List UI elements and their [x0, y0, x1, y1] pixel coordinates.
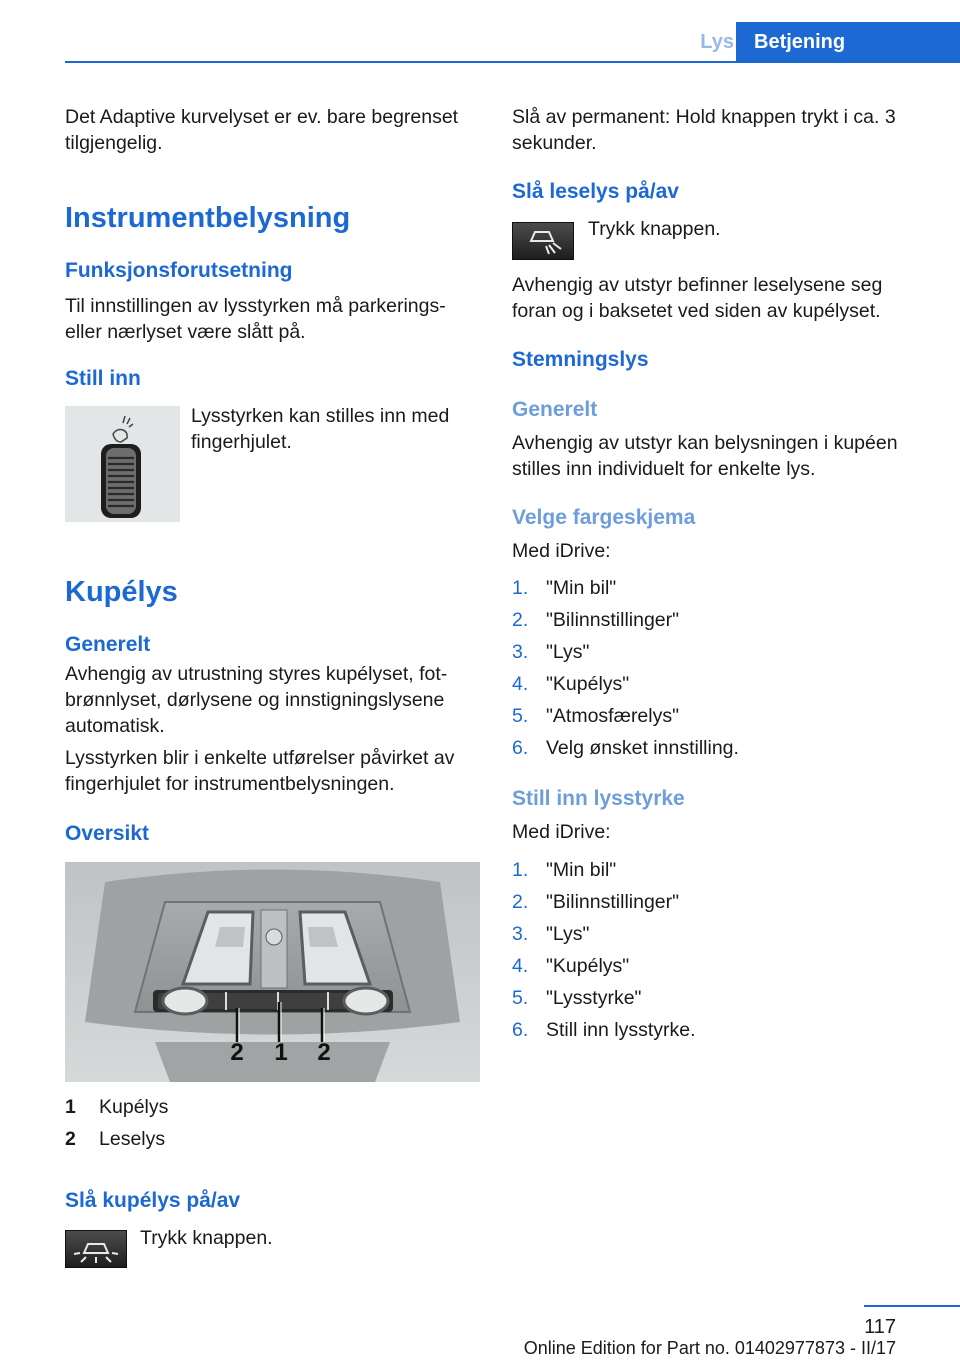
- edition-note: Online Edition for Part no. 01402977873 - II/17: [523, 1338, 896, 1358]
- generelt-text-1: Avhengig av utrustning styres kupélyset, fot- brønnlyset, dørlysene og innstigningslysene automatisk.: [65, 663, 448, 737]
- heading-oversikt: Oversikt: [65, 822, 150, 845]
- list-item: 2. "Bilinnstillinger": [512, 609, 680, 631]
- heading-generelt-stemning: Generelt: [512, 398, 598, 421]
- callout-right: 2: [317, 1039, 331, 1066]
- heading-instrumentbelysning: Instrumentbelysning: [65, 202, 351, 234]
- lysstyrke-intro: Med iDrive:: [512, 821, 611, 843]
- list-item: 4. "Kupélys": [512, 673, 630, 695]
- stemning-generelt-text: Avhengig av utstyr kan belysningen i kupéen stilles inn individuelt for enkelte lys.: [512, 432, 898, 480]
- list-item: 1. "Min bil": [512, 859, 617, 881]
- heading-sla-leselys: Slå leselys på/av: [512, 180, 679, 203]
- intro-text: Det Adaptive kurvelyset er ev. bare begrenset tilgjengelig.: [65, 106, 459, 154]
- roof-console-image: [65, 862, 480, 1082]
- callout-left: 2: [230, 1039, 244, 1066]
- sla-leselys-text: Trykk knappen.: [588, 218, 721, 240]
- overview-legend: [65, 1094, 168, 1158]
- leselys-info: Avhengig av utstyr befinner leselysene seg foran og i baksetet ved siden av kupélyset.: [512, 274, 883, 322]
- generelt-text-2: Lysstyrken blir i enkelte utførelser påvirket av fingerhjulet for instrumentbelysningen.: [65, 747, 455, 795]
- heading-funksjonsforutsetning: Funksjonsforutsetning: [65, 259, 293, 282]
- thumbwheel-image: [65, 406, 180, 522]
- permanent-text: Slå av permanent: Hold knappen trykt i ca. 3 sekunder.: [512, 106, 896, 154]
- list-item: 5. "Atmosfærelys": [512, 705, 680, 727]
- lysstyrke-steps: [512, 857, 696, 1049]
- header-section: Lys: [700, 31, 734, 53]
- header-chapter-tab: Betjening: [736, 22, 960, 62]
- heading-velge-fargeskjema: Velge fargeskjema: [512, 506, 696, 529]
- list-item: 3. "Lys": [512, 923, 590, 945]
- list-item: 6. Still inn lysstyrke.: [512, 1019, 696, 1041]
- heading-still-inn-lysstyrke: Still inn lysstyrke: [512, 787, 685, 810]
- legend-item: 1 Kupélys: [65, 1096, 169, 1118]
- reading-light-button-icon: [512, 222, 574, 260]
- heading-sla-kupelys: Slå kupélys på/av: [65, 1189, 241, 1212]
- heading-kupelys: Kupélys: [65, 576, 178, 608]
- fargeskjema-intro: Med iDrive:: [512, 540, 611, 562]
- func-text: Til innstillingen av lysstyrken må parkerings- eller nærlyset være slått på.: [65, 295, 446, 343]
- list-item: 3. "Lys": [512, 641, 590, 663]
- fargeskjema-steps: [512, 575, 739, 767]
- callout-center: 1: [274, 1039, 288, 1066]
- list-item: 2. "Bilinnstillinger": [512, 891, 680, 913]
- interior-light-button-icon: [65, 1230, 127, 1268]
- page-number: 117: [864, 1316, 896, 1338]
- list-item: 5. "Lysstyrke": [512, 987, 642, 1009]
- heading-still-inn: Still inn: [65, 367, 141, 390]
- list-item: 6. Velg ønsket innstilling.: [512, 737, 739, 759]
- still-inn-text: Lysstyrken kan stilles inn med fingerhjulet.: [191, 405, 450, 453]
- sla-kupelys-text: Trykk knappen.: [140, 1227, 273, 1249]
- footer-rule: [864, 1305, 960, 1307]
- heading-generelt: Generelt: [65, 633, 151, 656]
- heading-stemningslys: Stemningslys: [512, 348, 649, 371]
- list-item: 1. "Min bil": [512, 577, 617, 599]
- legend-item: 2 Leselys: [65, 1128, 166, 1150]
- header-rule: [65, 61, 960, 63]
- list-item: 4. "Kupélys": [512, 955, 630, 977]
